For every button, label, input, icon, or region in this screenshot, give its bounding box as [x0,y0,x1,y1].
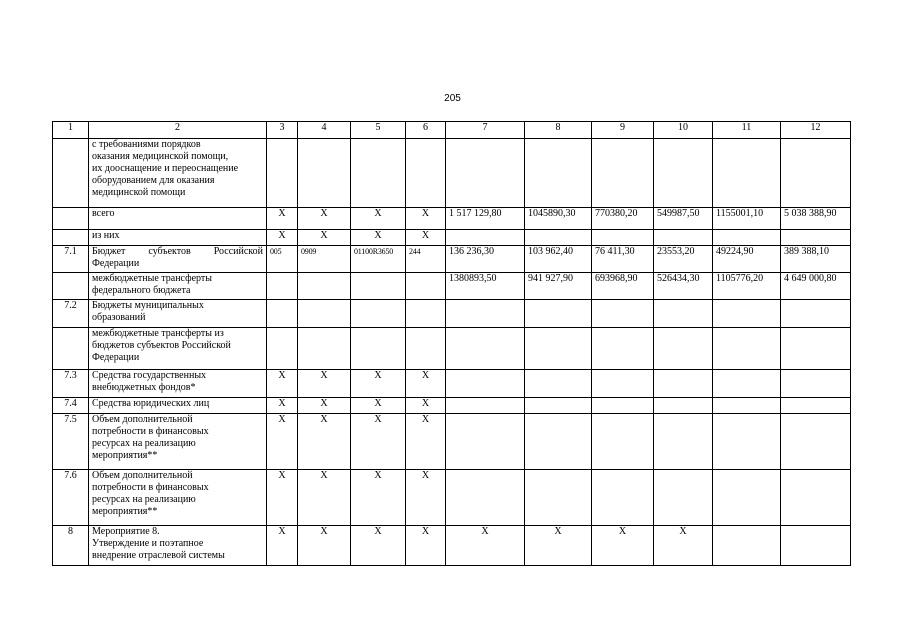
value-cell: 526434,30 [654,273,713,300]
table-row [53,139,851,208]
value-cell [592,328,654,370]
value-cell [525,470,592,526]
value-cell: 76 411,30 [592,246,654,273]
code-cell: X [267,414,298,470]
value-cell: 49224,90 [713,246,781,273]
header-cell: 7 [446,122,525,139]
code-cell: X [267,398,298,414]
value-cell: 1 517 129,80 [446,208,525,230]
header-cell: 10 [654,122,713,139]
code-cell: X [267,370,298,398]
value-cell [781,370,851,398]
code-cell [351,328,406,370]
code-cell: X [298,398,351,414]
value-cell [592,414,654,470]
code-cell [406,328,446,370]
value-cell [525,398,592,414]
code-cell: X [351,398,406,414]
header-cell: 8 [525,122,592,139]
code-cell [267,139,298,208]
value-cell: X [525,526,592,566]
value-cell [592,300,654,328]
table-row [53,414,851,470]
code-cell [298,328,351,370]
value-cell [446,414,525,470]
code-cell: X [406,230,446,246]
value-cell [713,300,781,328]
value-cell: 1380893,50 [446,273,525,300]
table-row [53,273,851,300]
value-cell [654,370,713,398]
row-number: 7.2 [53,300,89,328]
row-name: межбюджетные трансферты из бюджетов субъектов Российской Федерации [89,328,267,370]
value-cell: 5 038 388,90 [781,208,851,230]
code-cell [351,139,406,208]
value-cell [525,370,592,398]
header-cell: 6 [406,122,446,139]
row-name: межбюджетные трансферты федерального бюджета [89,273,267,300]
code-cell: X [406,470,446,526]
value-cell [654,230,713,246]
header-cell: 3 [267,122,298,139]
row-number: 7.5 [53,414,89,470]
row-name: Мероприятие 8. Утверждение и поэтапное внедрение отраслевой системы [89,526,267,566]
header-row [53,122,851,139]
value-cell: 770380,20 [592,208,654,230]
code-cell: 01100R3650 [351,246,406,273]
value-cell: 136 236,30 [446,246,525,273]
row-name: Объем дополнительной потребности в финансовых ресурсах на реализацию мероприятия** [89,470,267,526]
row-number [53,208,89,230]
row-name: Средства государственных внебюджетных фондов* [89,370,267,398]
table-row [53,300,851,328]
value-cell [592,470,654,526]
value-cell [654,470,713,526]
value-cell: 941 927,90 [525,273,592,300]
value-cell [525,230,592,246]
value-cell [592,139,654,208]
value-cell [713,139,781,208]
value-cell [781,414,851,470]
value-cell [592,398,654,414]
value-cell [781,526,851,566]
value-cell: 549987,50 [654,208,713,230]
code-cell: X [351,230,406,246]
code-cell [298,273,351,300]
table-row [53,398,851,414]
budget-table [52,121,851,566]
code-cell [406,273,446,300]
code-cell: X [406,208,446,230]
row-number: 7.1 [53,246,89,273]
value-cell [446,470,525,526]
value-cell [781,328,851,370]
header-cell: 11 [713,122,781,139]
code-cell [267,328,298,370]
value-cell [592,230,654,246]
table-row [53,370,851,398]
value-cell [781,139,851,208]
value-cell: 103 962,40 [525,246,592,273]
value-cell: 693968,90 [592,273,654,300]
value-cell: 1105776,20 [713,273,781,300]
row-name: Бюджеты муниципальных образований [89,300,267,328]
row-number [53,328,89,370]
code-cell: X [298,370,351,398]
code-cell: X [267,208,298,230]
code-cell: X [351,370,406,398]
row-name: Объем дополнительной потребности в финансовых ресурсах на реализацию мероприятия** [89,414,267,470]
code-cell [298,300,351,328]
code-cell: 005 [267,246,298,273]
value-cell: 4 649 000,80 [781,273,851,300]
row-number: 7.6 [53,470,89,526]
code-cell [406,139,446,208]
value-cell [781,300,851,328]
value-cell [525,414,592,470]
header-cell: 9 [592,122,654,139]
header-cell: 4 [298,122,351,139]
table-row [53,526,851,566]
code-cell: X [298,208,351,230]
table-row [53,246,851,273]
value-cell [654,328,713,370]
value-cell [713,230,781,246]
value-cell [446,230,525,246]
value-cell [654,414,713,470]
code-cell: X [298,526,351,566]
header-cell: 1 [53,122,89,139]
value-cell [713,328,781,370]
table-row [53,230,851,246]
code-cell: X [351,526,406,566]
code-cell: X [298,470,351,526]
value-cell [713,398,781,414]
code-cell: X [267,230,298,246]
value-cell: 389 388,10 [781,246,851,273]
value-cell [446,139,525,208]
value-cell [713,414,781,470]
value-cell [446,370,525,398]
value-cell [592,370,654,398]
value-cell [781,470,851,526]
value-cell [446,328,525,370]
value-cell: 1045890,30 [525,208,592,230]
header-cell: 12 [781,122,851,139]
code-cell: X [406,526,446,566]
code-cell [406,300,446,328]
value-cell [713,470,781,526]
value-cell: X [446,526,525,566]
code-cell: 0909 [298,246,351,273]
value-cell: X [654,526,713,566]
row-name: с требованиями порядков оказания медицинской помощи, их дооснащение и переоснащение оборудованием для оказания медицинской помощи [89,139,267,208]
code-cell: X [351,414,406,470]
row-number [53,139,89,208]
value-cell: 23553,20 [654,246,713,273]
code-cell: 244 [406,246,446,273]
code-cell [267,273,298,300]
value-cell [713,526,781,566]
value-cell [446,300,525,328]
page-number: 205 [444,93,461,104]
value-cell [446,398,525,414]
header-cell: 5 [351,122,406,139]
code-cell: X [298,230,351,246]
value-cell [781,398,851,414]
table-row [53,208,851,230]
row-number: 7.3 [53,370,89,398]
code-cell: X [351,208,406,230]
code-cell: X [406,414,446,470]
row-name: всего [89,208,267,230]
code-cell [351,300,406,328]
code-cell: X [406,398,446,414]
value-cell [781,230,851,246]
table-row [53,470,851,526]
value-cell [713,370,781,398]
row-number: 8 [53,526,89,566]
code-cell: X [267,470,298,526]
row-number [53,273,89,300]
code-cell [298,139,351,208]
value-cell: X [592,526,654,566]
code-cell: X [267,526,298,566]
row-number [53,230,89,246]
value-cell [525,139,592,208]
row-name: Бюджет субъектов Российской Федерации [89,246,267,273]
value-cell [654,398,713,414]
table-row [53,328,851,370]
value-cell [654,300,713,328]
code-cell [267,300,298,328]
value-cell: 1155001,10 [713,208,781,230]
value-cell [525,328,592,370]
code-cell: X [298,414,351,470]
value-cell [525,300,592,328]
row-name: из них [89,230,267,246]
row-number: 7.4 [53,398,89,414]
row-name: Средства юридических лиц [89,398,267,414]
code-cell: X [351,470,406,526]
header-cell: 2 [89,122,267,139]
code-cell [351,273,406,300]
code-cell: X [406,370,446,398]
value-cell [654,139,713,208]
